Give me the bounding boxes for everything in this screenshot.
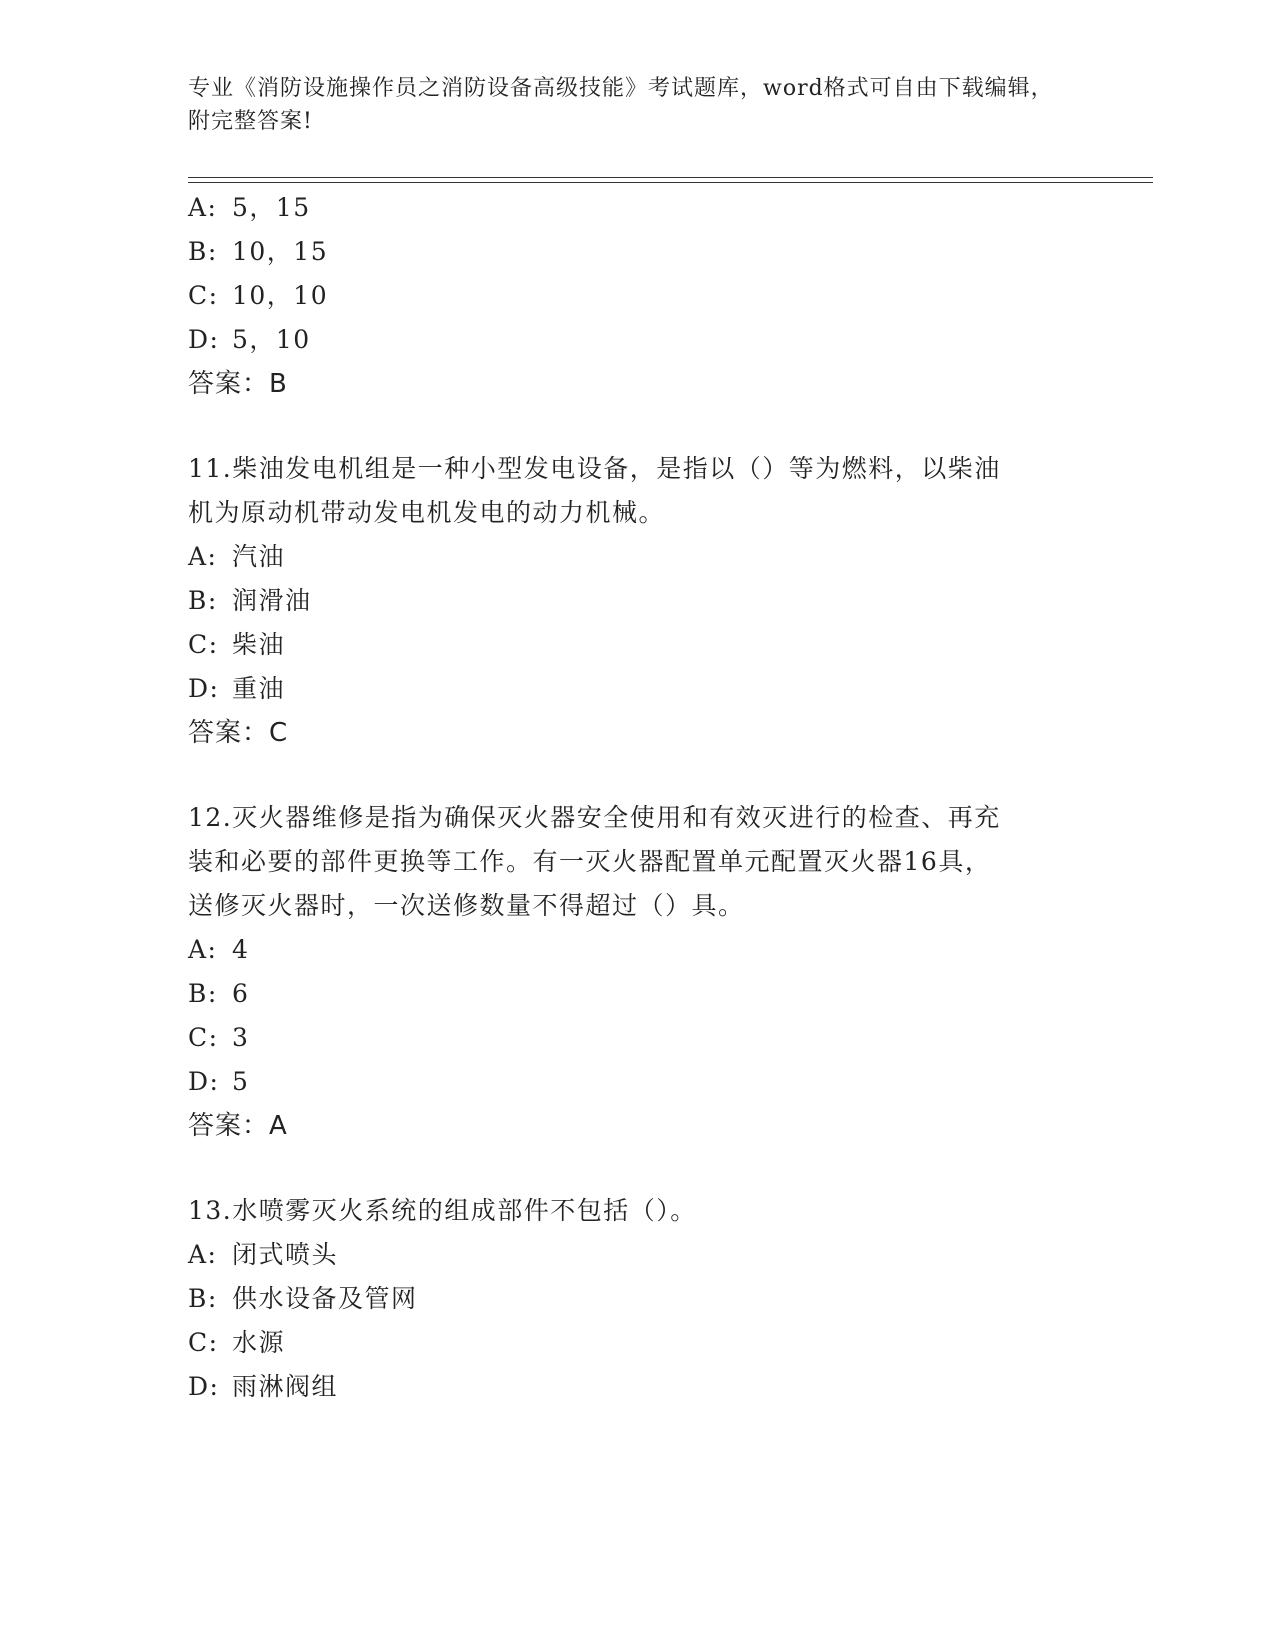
header-divider-bottom (188, 182, 1153, 183)
q10-answer: 答案：B (188, 369, 288, 399)
q13-option-d (188, 1364, 338, 1410)
q12-stem-line-3: 送修灭火器时，一次送修数量不得超过（）具。 (188, 891, 745, 920)
option-letter: C: (188, 1328, 219, 1357)
option-text: 5 (232, 1067, 250, 1096)
q12-option-a (188, 927, 249, 973)
option-letter: A: (188, 935, 218, 964)
q12-option-c (188, 1015, 249, 1061)
option-text: 5，10 (232, 325, 311, 354)
option-text: 3 (232, 1023, 250, 1052)
q13-stem-line-1: 13.水喷雾灭火系统的组成部件不包括（）。 (188, 1196, 697, 1225)
q13-option-a (188, 1232, 338, 1278)
q13-option-b (188, 1276, 418, 1322)
option-text: 4 (232, 935, 250, 964)
q11-answer: 答案：C (188, 718, 289, 748)
option-letter: B: (188, 979, 218, 1008)
q10-option-d (188, 317, 311, 363)
option-text: 供水设备及管网 (232, 1284, 418, 1313)
option-text: 10，10 (232, 281, 329, 310)
option-text: 10，15 (232, 237, 329, 266)
q10-option-b (188, 229, 328, 275)
option-letter: B: (188, 586, 218, 615)
option-letter: C: (188, 1023, 219, 1052)
option-letter: D: (188, 325, 220, 354)
option-text: 润滑油 (232, 586, 312, 615)
option-text: 重油 (232, 674, 286, 703)
option-text: 6 (232, 979, 250, 1008)
q12-option-d (188, 1059, 249, 1105)
q11-stem-line-1: 11.柴油发电机组是一种小型发电设备，是指以（）等为燃料，以柴油 (188, 454, 1001, 483)
option-letter: A: (188, 1240, 218, 1269)
q12-stem-line-2: 装和必要的部件更换等工作。有一灭火器配置单元配置灭火器16具， (188, 847, 992, 876)
option-letter: C: (188, 630, 219, 659)
option-text: 柴油 (232, 630, 286, 659)
q11-option-c (188, 622, 285, 668)
option-letter: B: (188, 1284, 218, 1313)
option-text: 水源 (232, 1328, 286, 1357)
q12-option-b (188, 971, 249, 1017)
option-text: 5，15 (232, 193, 311, 222)
q11-option-a (188, 534, 285, 580)
q12-answer: 答案：A (188, 1111, 288, 1141)
option-letter: A: (188, 193, 218, 222)
document-header: 专业《消防设施操作员之消防设备高级技能》考试题库，word格式可自由下载编辑，附完整答案! (188, 76, 1054, 134)
option-letter: D: (188, 1067, 220, 1096)
q11-stem-line-2: 机为原动机带动发电机发电的动力机械。 (188, 498, 666, 527)
header-divider-top (188, 177, 1153, 178)
option-letter: D: (188, 1372, 220, 1401)
option-letter: A: (188, 542, 218, 571)
q10-option-c (188, 273, 328, 319)
q10-option-a (188, 185, 311, 231)
option-text: 闭式喷头 (232, 1240, 339, 1269)
q13-option-c (188, 1320, 285, 1366)
option-text: 雨淋阀组 (232, 1372, 339, 1401)
q11-option-b (188, 578, 312, 624)
q11-option-d (188, 666, 285, 712)
q12-stem-line-1: 12.灭火器维修是指为确保灭火器安全使用和有效灭进行的检查、再充 (188, 803, 1001, 832)
option-letter: C: (188, 281, 219, 310)
option-letter: B: (188, 237, 218, 266)
option-text: 汽油 (232, 542, 286, 571)
option-letter: D: (188, 674, 220, 703)
